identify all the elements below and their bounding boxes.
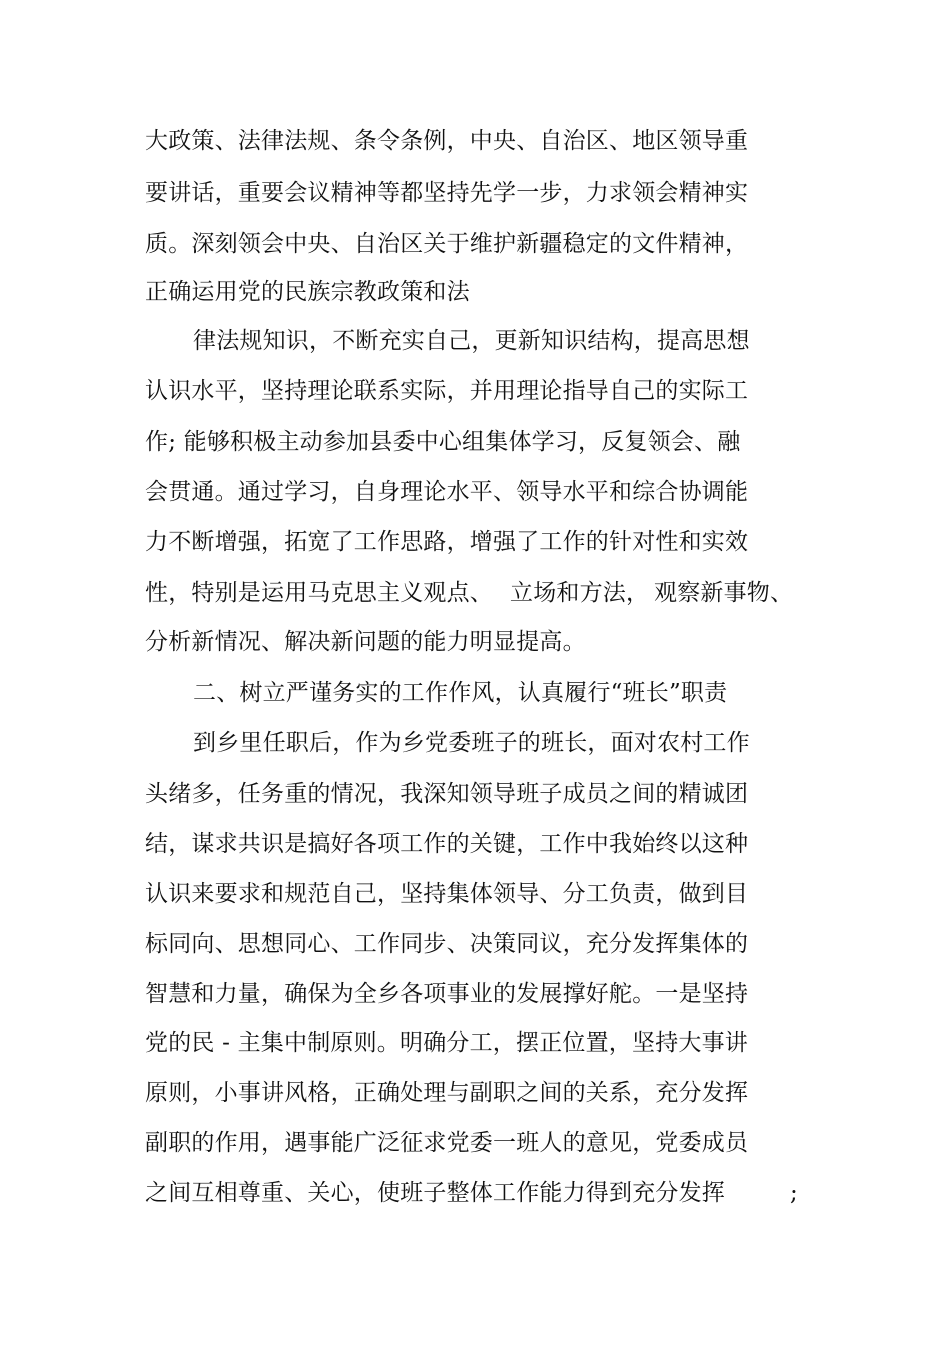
- text-line: 要讲话，重要会议精神等都坚持先学一步，力求领会精神实: [145, 180, 749, 206]
- text-line: 头绪多，任务重的情况，我深知领导班子成员之间的精诚团: [145, 781, 749, 807]
- text-line: 标同向、思想同心、工作同步、决策同议，充分发挥集体的: [145, 931, 749, 957]
- text-line-with-gaps: [145, 1175, 815, 1211]
- text-line: 分析新情况、解决新问题的能力明显提高。: [145, 629, 586, 655]
- text-line: 党的民 - 主集中制原则。明确分工，摆正位置，坚持大事讲: [145, 1030, 748, 1056]
- text-segment: 观察新事物、: [654, 580, 794, 606]
- text-line: 副职的作用，遇事能广泛征求党委一班人的意见，党委成员: [145, 1130, 749, 1156]
- paragraph-first-line: 到乡里任职后，作为乡党委班子的班长，面对农村工作: [193, 730, 750, 756]
- text-line: 认识水平，坚持理论联系实际，并用理论指导自己的实际工: [145, 378, 749, 404]
- text-line: 智慧和力量，确保为全乡各项事业的发展撑好舵。一是坚持: [145, 981, 749, 1007]
- text-segment: 性，特别是运用马克思主义观点、: [145, 580, 493, 606]
- text-line: 作; 能够积极主动参加县委中心组集体学习，反复领会、融: [145, 429, 741, 455]
- text-line: 会贯通。通过学习，自身理论水平、领导水平和综合协调能: [145, 479, 749, 505]
- text-line: 正确运用党的民族宗教政策和法: [145, 279, 470, 305]
- text-line-with-gaps: [145, 575, 825, 611]
- text-segment: 立场和方法，: [510, 580, 650, 606]
- text-segment: ;: [790, 1180, 798, 1206]
- text-line: 认识来要求和规范自己，坚持集体领导、分工负责，做到目: [145, 881, 749, 907]
- text-line: 原则，小事讲风格，正确处理与副职之间的关系，充分发挥: [145, 1080, 749, 1106]
- text-segment: 之间互相尊重、关心，使班子整体工作能力得到充分发挥: [145, 1180, 725, 1206]
- text-line: 大政策、法律法规、条令条例，中央、自治区、地区领导重: [145, 128, 749, 154]
- text-line: 力不断增强，拓宽了工作思路，增强了工作的针对性和实效: [145, 529, 749, 555]
- text-line: 质。深刻领会中央、自治区关于维护新疆稳定的文件精神，: [145, 231, 749, 257]
- text-line: 结，谋求共识是搞好各项工作的关键，工作中我始终以这种: [145, 831, 749, 857]
- paragraph-first-line: 律法规知识，不断充实自己，更新知识结构，提高思想: [193, 328, 750, 354]
- section-heading: 二、树立严谨务实的工作作风，认真履行“班长”职责: [193, 680, 728, 706]
